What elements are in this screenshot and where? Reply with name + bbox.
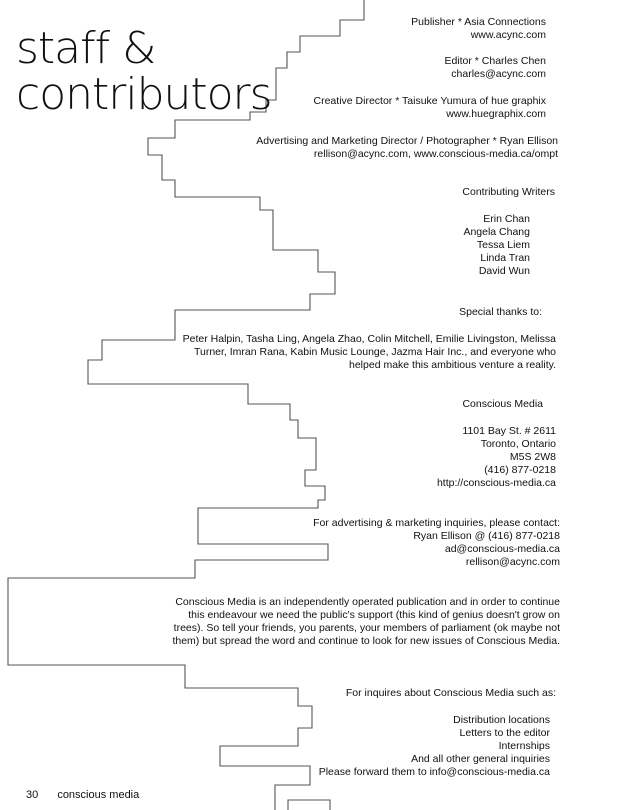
page-footer	[26, 788, 155, 802]
inquiries-line: Distribution locations	[453, 714, 550, 726]
address-name: Conscious Media	[462, 398, 543, 410]
address-line: 1101 Bay St. # 2611	[462, 425, 556, 437]
writers-heading: Contributing Writers	[462, 186, 555, 198]
editor-credit: Editor * Charles Chen	[444, 55, 546, 67]
advertising-director-contact: rellison@acync.com, www.conscious-media.ca/ompt	[313, 148, 558, 160]
statement-line: trees). So tell your friends, you parents, your members of parliament (ok maybe not	[173, 622, 560, 634]
title-line: contributors	[16, 69, 272, 120]
title-line: staff &	[16, 23, 156, 74]
publisher-url: www.acync.com	[470, 29, 546, 41]
address-line: Toronto, Ontario	[480, 438, 556, 450]
publisher-credit: Publisher * Asia Connections	[411, 16, 546, 28]
advertising-contact-line: For advertising & marketing inquiries, please contact:	[313, 517, 560, 529]
advertising-director-block	[256, 135, 558, 161]
advertising-contact-block	[313, 517, 560, 569]
advertising-contact-line: rellison@acync.com	[465, 556, 560, 568]
statement-line: Conscious Media is an independently operated publication and in order to continue	[175, 596, 560, 608]
inquiries-line: Please forward them to info@conscious-media.ca	[318, 766, 550, 778]
inquiries-line: Letters to the editor	[459, 727, 550, 739]
publication-name: conscious media	[57, 789, 140, 801]
writer-name: Linda Tran	[480, 252, 530, 264]
thanks-line: helped make this ambitious venture a reality.	[349, 359, 556, 371]
thanks-heading: Special thanks to:	[459, 306, 542, 318]
writers-list	[463, 213, 530, 278]
creative-director-block	[314, 95, 546, 121]
address-url: http://conscious-media.ca	[436, 477, 556, 489]
inquiries-heading: For inquires about Conscious Media such as:	[345, 687, 556, 699]
inquiries-line: And all other general inquiries	[411, 753, 550, 765]
inquiries-block	[319, 714, 550, 779]
writer-name: Tessa Liem	[476, 239, 530, 251]
address-line: M5S 2W8	[509, 451, 556, 463]
address-line: (416) 877-0218	[484, 464, 556, 476]
writer-name: David Wun	[478, 265, 530, 277]
thanks-text	[183, 333, 556, 372]
address-block	[437, 425, 556, 490]
statement-line: this endeavour we need the public's support (this kind of genius doesn't grow on	[188, 609, 560, 621]
editor-block	[444, 55, 546, 81]
page-number: 30	[26, 789, 39, 801]
writer-name: Erin Chan	[483, 213, 530, 225]
inquiries-line: Internships	[498, 740, 550, 752]
advertising-director-credit: Advertising and Marketing Director / Photographer * Ryan Ellison	[256, 135, 558, 147]
thanks-line: Turner, Imran Rana, Kabin Music Lounge, Jazma Hair Inc., and everyone who	[193, 346, 556, 358]
editor-email: charles@acync.com	[451, 68, 546, 80]
thanks-line: Peter Halpin, Tasha Ling, Angela Zhao, Colin Mitchell, Emilie Livingston, Melissa	[182, 333, 556, 345]
statement-block	[172, 596, 560, 648]
publisher-block	[411, 16, 546, 42]
creative-director-credit: Creative Director * Taisuke Yumura of hue graphix	[313, 95, 546, 107]
page-title	[16, 23, 272, 120]
creative-director-url: www.huegraphix.com	[446, 108, 546, 120]
writer-name: Angela Chang	[463, 226, 530, 238]
advertising-contact-line: Ryan Ellison @ (416) 877-0218	[413, 530, 560, 542]
statement-line: them) but spread the word and continue to look for new issues of Conscious Media.	[172, 635, 560, 647]
advertising-contact-line: ad@conscious-media.ca	[444, 543, 560, 555]
